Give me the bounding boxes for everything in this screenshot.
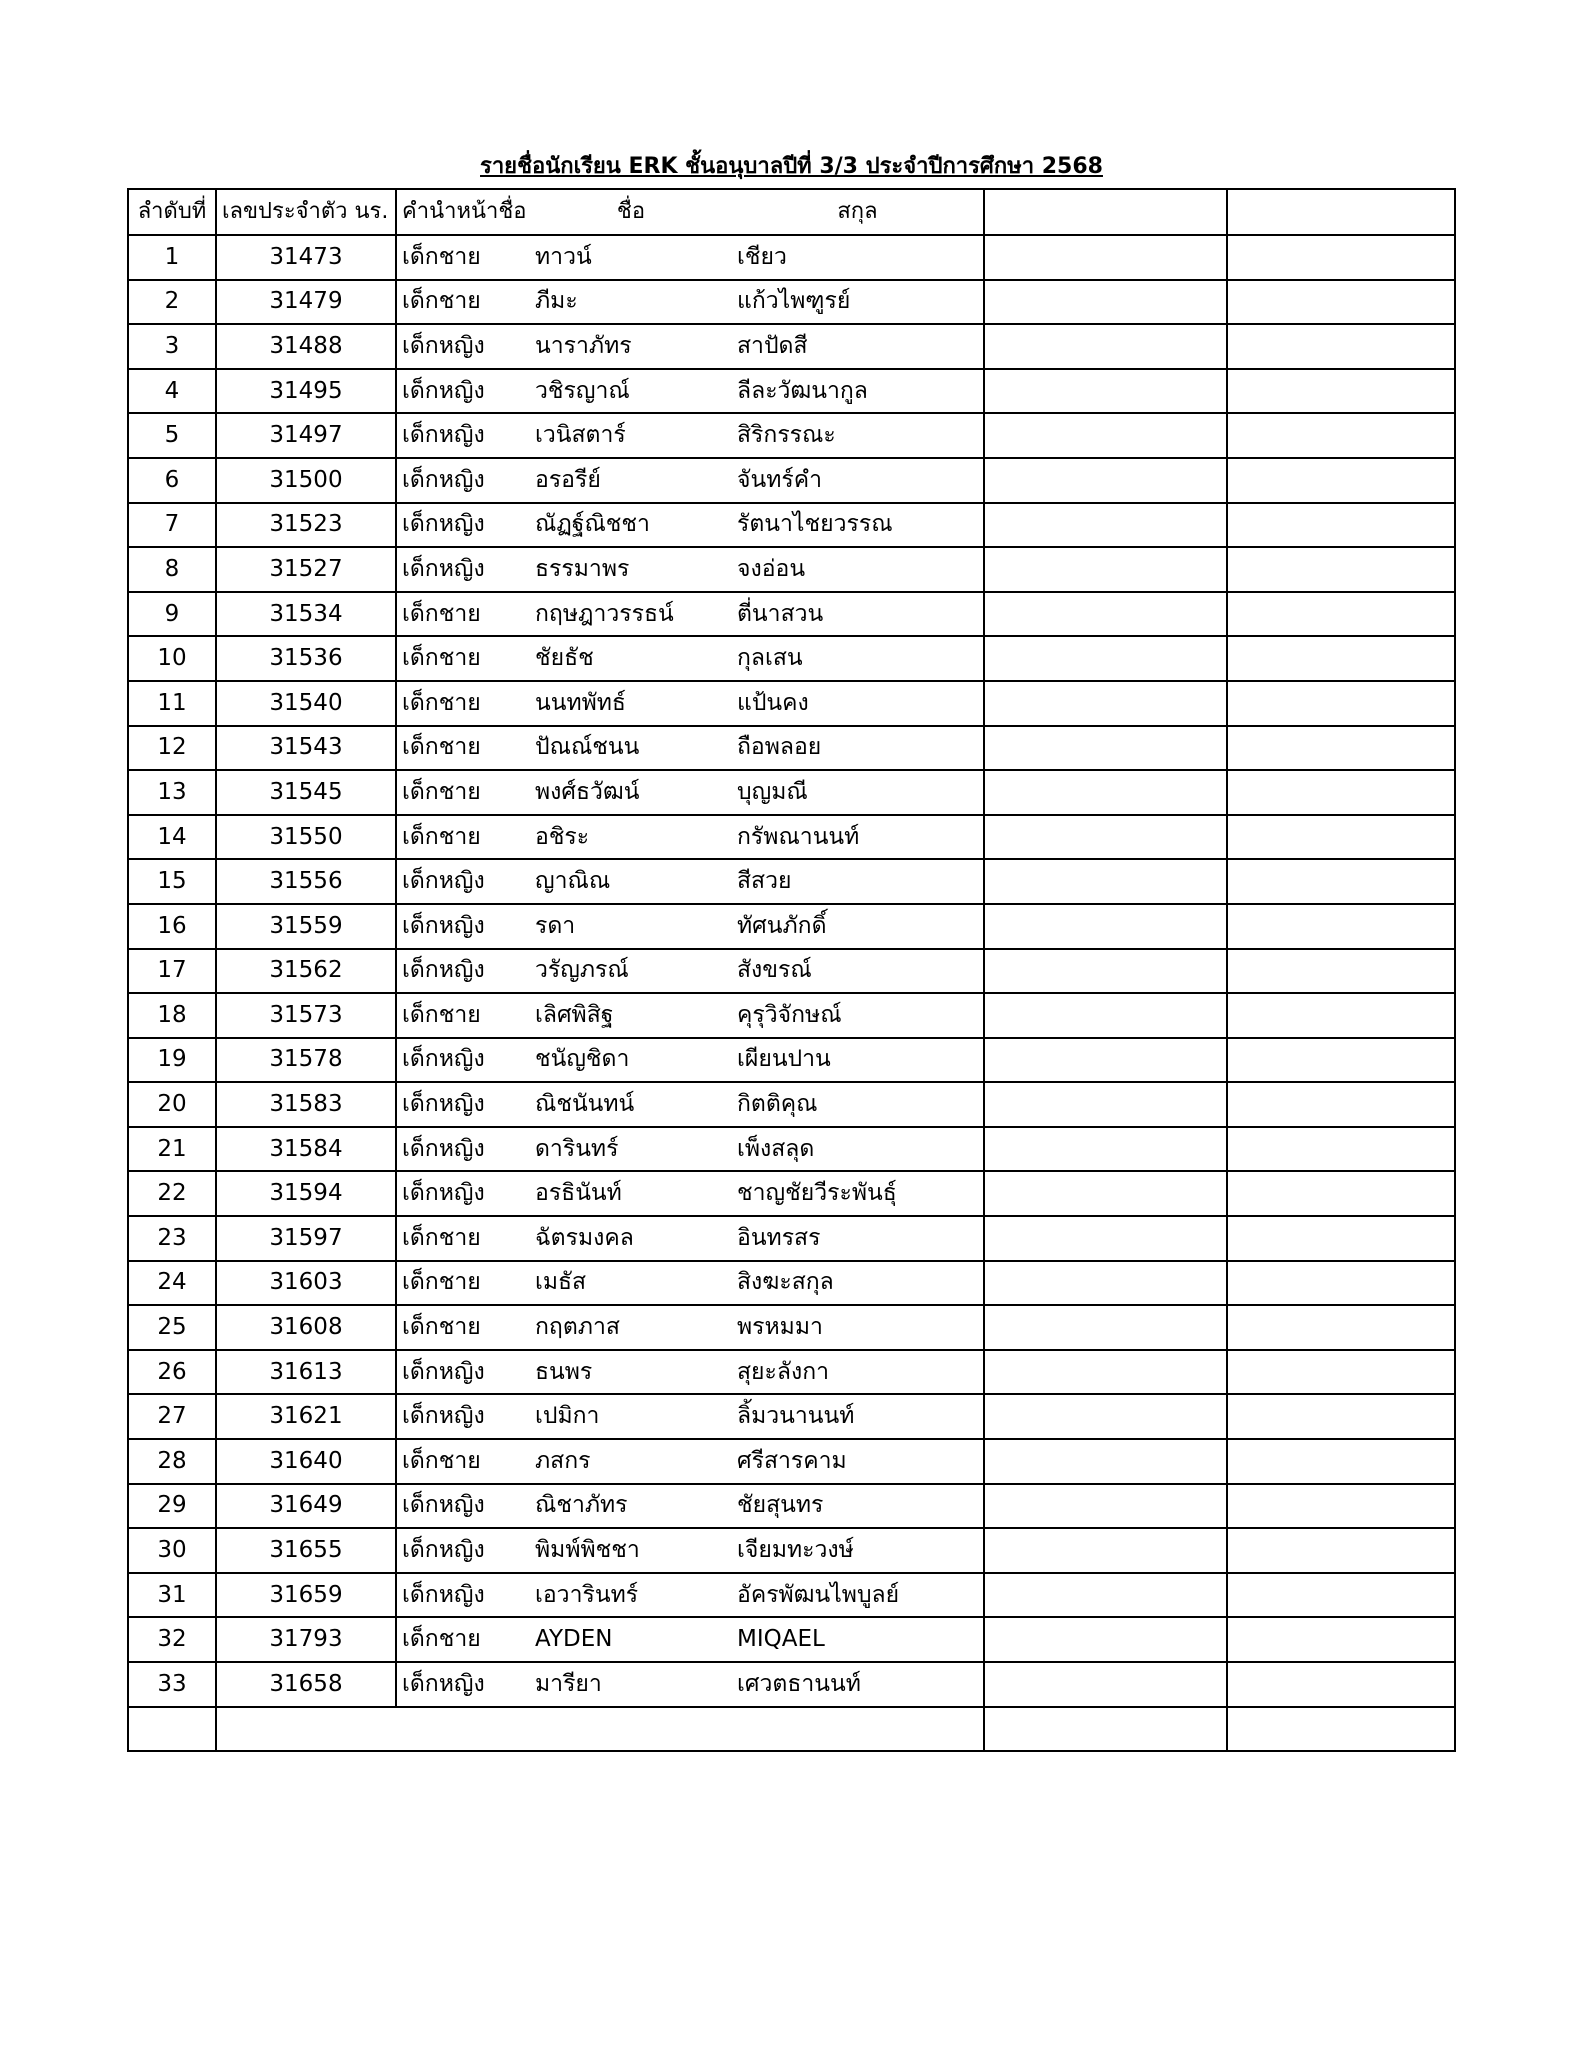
cell-prefix: เด็กชาย — [396, 592, 530, 637]
cell-extra-2 — [1227, 904, 1455, 949]
cell-prefix: เด็กหญิง — [396, 1573, 530, 1618]
cell-student-id: 31597 — [216, 1216, 396, 1261]
cell-first-name: ภสกร — [530, 1439, 732, 1484]
table-header-row — [128, 189, 1455, 235]
cell-no: 5 — [128, 413, 216, 458]
table-row — [128, 904, 1455, 949]
cell-last-name: ลิ้มวนานนท์ — [732, 1394, 984, 1439]
cell-first-name: ณิชนันทน์ — [530, 1082, 732, 1127]
cell-prefix: เด็กหญิง — [396, 369, 530, 414]
empty-cell-extra-1 — [984, 1707, 1227, 1752]
cell-no: 22 — [128, 1171, 216, 1216]
cell-extra-2 — [1227, 1617, 1455, 1662]
cell-no: 14 — [128, 815, 216, 860]
cell-first-name: วชิรญาณ์ — [530, 369, 732, 414]
table-row — [128, 681, 1455, 726]
cell-extra-1 — [984, 770, 1227, 815]
cell-extra-2 — [1227, 770, 1455, 815]
header-id: เลขประจำตัว นร. — [216, 189, 396, 235]
cell-first-name: ดารินทร์ — [530, 1127, 732, 1172]
page-title: รายชื่อนักเรียน ERK ชั้นอนุบาลปีที่ 3/3 ประจำปีการศึกษา 2568 — [480, 154, 1103, 179]
cell-extra-2 — [1227, 949, 1455, 994]
cell-first-name: พงศ์ธวัฒน์ — [530, 770, 732, 815]
table-row — [128, 369, 1455, 414]
cell-no: 3 — [128, 324, 216, 369]
cell-extra-2 — [1227, 1305, 1455, 1350]
cell-student-id: 31540 — [216, 681, 396, 726]
table-row — [128, 636, 1455, 681]
cell-no: 19 — [128, 1038, 216, 1083]
table-row — [128, 1305, 1455, 1350]
cell-last-name: สุยะลังกา — [732, 1350, 984, 1395]
cell-first-name: รดา — [530, 904, 732, 949]
cell-first-name: ภีมะ — [530, 280, 732, 325]
cell-first-name: ณิชาภัทร — [530, 1484, 732, 1529]
cell-extra-1 — [984, 1484, 1227, 1529]
cell-prefix: เด็กชาย — [396, 280, 530, 325]
table-row — [128, 1439, 1455, 1484]
cell-extra-1 — [984, 592, 1227, 637]
cell-last-name: จงอ่อน — [732, 547, 984, 592]
cell-extra-1 — [984, 1394, 1227, 1439]
table-row — [128, 324, 1455, 369]
cell-extra-1 — [984, 235, 1227, 280]
cell-student-id: 31534 — [216, 592, 396, 637]
cell-last-name: ชาญชัยวีระพันธุ์ — [732, 1171, 984, 1216]
cell-no: 32 — [128, 1617, 216, 1662]
cell-extra-1 — [984, 413, 1227, 458]
cell-no: 13 — [128, 770, 216, 815]
cell-last-name: เผียนปาน — [732, 1038, 984, 1083]
cell-extra-1 — [984, 1038, 1227, 1083]
cell-no: 25 — [128, 1305, 216, 1350]
table-row — [128, 770, 1455, 815]
cell-no: 23 — [128, 1216, 216, 1261]
cell-student-id: 31545 — [216, 770, 396, 815]
cell-last-name: MIQAEL — [732, 1617, 984, 1662]
cell-prefix: เด็กชาย — [396, 815, 530, 860]
cell-no: 27 — [128, 1394, 216, 1439]
table-row — [128, 1617, 1455, 1662]
cell-last-name: แป้นคง — [732, 681, 984, 726]
empty-cell-extra-2 — [1227, 1707, 1455, 1752]
cell-no: 15 — [128, 859, 216, 904]
cell-student-id: 31658 — [216, 1662, 396, 1707]
cell-extra-2 — [1227, 1439, 1455, 1484]
cell-extra-1 — [984, 1439, 1227, 1484]
cell-extra-1 — [984, 1127, 1227, 1172]
cell-first-name: กฤษฎาวรรธน์ — [530, 592, 732, 637]
cell-no: 24 — [128, 1261, 216, 1306]
cell-no: 7 — [128, 503, 216, 548]
cell-extra-1 — [984, 1573, 1227, 1618]
header-extra-1 — [984, 189, 1227, 235]
cell-last-name: อินทรสร — [732, 1216, 984, 1261]
cell-prefix: เด็กหญิง — [396, 859, 530, 904]
cell-extra-2 — [1227, 592, 1455, 637]
cell-student-id: 31578 — [216, 1038, 396, 1083]
cell-prefix: เด็กหญิง — [396, 1662, 530, 1707]
header-last-name: สกุล — [732, 189, 984, 235]
cell-last-name: สิงฆะสกุล — [732, 1261, 984, 1306]
cell-student-id: 31594 — [216, 1171, 396, 1216]
table-row — [128, 280, 1455, 325]
cell-no: 21 — [128, 1127, 216, 1172]
cell-extra-2 — [1227, 458, 1455, 503]
header-prefix: คำนำหน้าชื่อ — [396, 189, 530, 235]
cell-student-id: 31488 — [216, 324, 396, 369]
cell-extra-2 — [1227, 503, 1455, 548]
cell-first-name: อรอรีย์ — [530, 458, 732, 503]
cell-last-name: เศวตธานนท์ — [732, 1662, 984, 1707]
cell-prefix: เด็กชาย — [396, 636, 530, 681]
table-row — [128, 1127, 1455, 1172]
cell-extra-2 — [1227, 1082, 1455, 1127]
cell-prefix: เด็กชาย — [396, 681, 530, 726]
header-first-name: ชื่อ — [530, 189, 732, 235]
cell-extra-2 — [1227, 1127, 1455, 1172]
cell-extra-2 — [1227, 636, 1455, 681]
cell-first-name: นนทพัทธ์ — [530, 681, 732, 726]
table-row — [128, 1528, 1455, 1573]
cell-prefix: เด็กหญิง — [396, 1082, 530, 1127]
cell-extra-2 — [1227, 1216, 1455, 1261]
cell-extra-2 — [1227, 726, 1455, 771]
cell-extra-1 — [984, 1350, 1227, 1395]
cell-no: 17 — [128, 949, 216, 994]
cell-student-id: 31550 — [216, 815, 396, 860]
cell-prefix: เด็กชาย — [396, 1439, 530, 1484]
cell-extra-2 — [1227, 413, 1455, 458]
cell-student-id: 31527 — [216, 547, 396, 592]
cell-no: 26 — [128, 1350, 216, 1395]
cell-student-id: 31608 — [216, 1305, 396, 1350]
cell-extra-1 — [984, 369, 1227, 414]
table-row — [128, 1394, 1455, 1439]
cell-no: 9 — [128, 592, 216, 637]
cell-student-id: 31640 — [216, 1439, 396, 1484]
cell-student-id: 31523 — [216, 503, 396, 548]
cell-no: 6 — [128, 458, 216, 503]
cell-extra-1 — [984, 993, 1227, 1038]
cell-first-name: ธนพร — [530, 1350, 732, 1395]
cell-prefix: เด็กหญิง — [396, 949, 530, 994]
cell-first-name: กฤตภาส — [530, 1305, 732, 1350]
table-row — [128, 1350, 1455, 1395]
cell-extra-2 — [1227, 1171, 1455, 1216]
empty-cell-details — [216, 1707, 984, 1752]
cell-student-id: 31655 — [216, 1528, 396, 1573]
cell-student-id: 31603 — [216, 1261, 396, 1306]
table-row — [128, 458, 1455, 503]
cell-prefix: เด็กหญิง — [396, 503, 530, 548]
cell-extra-1 — [984, 636, 1227, 681]
table-row — [128, 413, 1455, 458]
cell-last-name: ลีละวัฒนากูล — [732, 369, 984, 414]
cell-last-name: ถือพลอย — [732, 726, 984, 771]
cell-extra-2 — [1227, 1261, 1455, 1306]
cell-extra-2 — [1227, 1350, 1455, 1395]
cell-prefix: เด็กชาย — [396, 770, 530, 815]
cell-last-name: จันทร์คำ — [732, 458, 984, 503]
cell-extra-2 — [1227, 1528, 1455, 1573]
cell-first-name: เลิศพิสิฐ — [530, 993, 732, 1038]
cell-prefix: เด็กหญิง — [396, 1171, 530, 1216]
cell-first-name: อรธินันท์ — [530, 1171, 732, 1216]
cell-prefix: เด็กชาย — [396, 235, 530, 280]
cell-student-id: 31573 — [216, 993, 396, 1038]
cell-student-id: 31793 — [216, 1617, 396, 1662]
cell-student-id: 31562 — [216, 949, 396, 994]
cell-no: 20 — [128, 1082, 216, 1127]
table-row — [128, 1216, 1455, 1261]
cell-student-id: 31559 — [216, 904, 396, 949]
cell-no: 16 — [128, 904, 216, 949]
cell-first-name: ญาณิณ — [530, 859, 732, 904]
cell-no: 4 — [128, 369, 216, 414]
cell-no: 10 — [128, 636, 216, 681]
table-row — [128, 1662, 1455, 1707]
cell-extra-2 — [1227, 815, 1455, 860]
cell-extra-1 — [984, 1662, 1227, 1707]
cell-last-name: สิริกรรณะ — [732, 413, 984, 458]
cell-first-name: ฉัตรมงคล — [530, 1216, 732, 1261]
cell-prefix: เด็กหญิง — [396, 458, 530, 503]
cell-last-name: เพ็งสลุด — [732, 1127, 984, 1172]
cell-student-id: 31584 — [216, 1127, 396, 1172]
cell-first-name: เปมิกา — [530, 1394, 732, 1439]
cell-extra-1 — [984, 726, 1227, 771]
cell-no: 30 — [128, 1528, 216, 1573]
cell-prefix: เด็กชาย — [396, 1261, 530, 1306]
table-row — [128, 235, 1455, 280]
cell-prefix: เด็กหญิง — [396, 904, 530, 949]
cell-student-id: 31473 — [216, 235, 396, 280]
cell-first-name: เอวารินทร์ — [530, 1573, 732, 1618]
cell-prefix: เด็กหญิง — [396, 1038, 530, 1083]
cell-last-name: เจียมทะวงษ์ — [732, 1528, 984, 1573]
cell-extra-1 — [984, 815, 1227, 860]
empty-cell-no — [128, 1707, 216, 1752]
cell-student-id: 31495 — [216, 369, 396, 414]
cell-last-name: รัตนาไชยวรรณ — [732, 503, 984, 548]
cell-prefix: เด็กชาย — [396, 1305, 530, 1350]
cell-extra-1 — [984, 859, 1227, 904]
cell-first-name: AYDEN — [530, 1617, 732, 1662]
cell-extra-1 — [984, 904, 1227, 949]
cell-prefix: เด็กหญิง — [396, 1394, 530, 1439]
cell-first-name: เวนิสตาร์ — [530, 413, 732, 458]
table-row — [128, 993, 1455, 1038]
cell-last-name: สีสวย — [732, 859, 984, 904]
cell-first-name: วรัญภรณ์ — [530, 949, 732, 994]
cell-no: 33 — [128, 1662, 216, 1707]
cell-student-id: 31497 — [216, 413, 396, 458]
cell-extra-2 — [1227, 1662, 1455, 1707]
table-row — [128, 503, 1455, 548]
cell-last-name: สาปัดสี — [732, 324, 984, 369]
cell-prefix: เด็กหญิง — [396, 1350, 530, 1395]
table-row — [128, 815, 1455, 860]
cell-extra-2 — [1227, 681, 1455, 726]
cell-prefix: เด็กชาย — [396, 993, 530, 1038]
cell-student-id: 31649 — [216, 1484, 396, 1529]
cell-student-id: 31613 — [216, 1350, 396, 1395]
cell-no: 8 — [128, 547, 216, 592]
cell-last-name: แก้วไพฑูรย์ — [732, 280, 984, 325]
cell-first-name: ชัยธัช — [530, 636, 732, 681]
cell-extra-1 — [984, 681, 1227, 726]
cell-prefix: เด็กชาย — [396, 1216, 530, 1261]
cell-extra-1 — [984, 949, 1227, 994]
cell-no: 28 — [128, 1439, 216, 1484]
cell-prefix: เด็กชาย — [396, 726, 530, 771]
table-row — [128, 1261, 1455, 1306]
cell-student-id: 31479 — [216, 280, 396, 325]
cell-prefix: เด็กหญิง — [396, 1127, 530, 1172]
cell-first-name: ชนัญชิดา — [530, 1038, 732, 1083]
student-roster-table — [127, 188, 1456, 1752]
cell-last-name: ตี่นาสวน — [732, 592, 984, 637]
cell-extra-2 — [1227, 369, 1455, 414]
cell-extra-2 — [1227, 1038, 1455, 1083]
cell-extra-2 — [1227, 993, 1455, 1038]
cell-no: 18 — [128, 993, 216, 1038]
cell-first-name: ณัฏฐ์ณิชชา — [530, 503, 732, 548]
table-row — [128, 1082, 1455, 1127]
cell-first-name: อชิระ — [530, 815, 732, 860]
table-row — [128, 592, 1455, 637]
cell-last-name: คุรุวิจักษณ์ — [732, 993, 984, 1038]
cell-last-name: บุญมณี — [732, 770, 984, 815]
header-no: ลำดับที่ — [128, 189, 216, 235]
cell-no: 29 — [128, 1484, 216, 1529]
cell-first-name: มารียา — [530, 1662, 732, 1707]
cell-no: 11 — [128, 681, 216, 726]
cell-student-id: 31536 — [216, 636, 396, 681]
cell-student-id: 31543 — [216, 726, 396, 771]
cell-extra-1 — [984, 1528, 1227, 1573]
cell-prefix: เด็กหญิง — [396, 413, 530, 458]
table-row — [128, 1038, 1455, 1083]
cell-last-name: กรัพณานนท์ — [732, 815, 984, 860]
cell-prefix: เด็กหญิง — [396, 324, 530, 369]
cell-extra-2 — [1227, 859, 1455, 904]
cell-prefix: เด็กชาย — [396, 1617, 530, 1662]
cell-last-name: เชียว — [732, 235, 984, 280]
cell-extra-1 — [984, 503, 1227, 548]
cell-extra-1 — [984, 1305, 1227, 1350]
cell-last-name: อัครพัฒนไพบูลย์ — [732, 1573, 984, 1618]
cell-last-name: สังขรณ์ — [732, 949, 984, 994]
cell-extra-1 — [984, 1171, 1227, 1216]
cell-student-id: 31556 — [216, 859, 396, 904]
cell-first-name: เมธัส — [530, 1261, 732, 1306]
cell-last-name: กิตติคุณ — [732, 1082, 984, 1127]
cell-extra-2 — [1227, 1484, 1455, 1529]
cell-extra-1 — [984, 324, 1227, 369]
cell-extra-2 — [1227, 1573, 1455, 1618]
cell-extra-1 — [984, 1216, 1227, 1261]
cell-no: 12 — [128, 726, 216, 771]
cell-extra-2 — [1227, 280, 1455, 325]
cell-extra-1 — [984, 1261, 1227, 1306]
cell-last-name: กุลเสน — [732, 636, 984, 681]
cell-last-name: ชัยสุนทร — [732, 1484, 984, 1529]
empty-row — [128, 1707, 1455, 1752]
cell-no: 2 — [128, 280, 216, 325]
table-row — [128, 1573, 1455, 1618]
cell-last-name: ทัศนภักดิ์ — [732, 904, 984, 949]
cell-first-name: ธรรมาพร — [530, 547, 732, 592]
cell-prefix: เด็กหญิง — [396, 1484, 530, 1529]
table-row — [128, 547, 1455, 592]
cell-extra-2 — [1227, 235, 1455, 280]
table-row — [128, 949, 1455, 994]
cell-last-name: ศรีสารคาม — [732, 1439, 984, 1484]
cell-student-id: 31583 — [216, 1082, 396, 1127]
cell-extra-1 — [984, 280, 1227, 325]
table-row — [128, 859, 1455, 904]
table-row — [128, 1484, 1455, 1529]
cell-extra-2 — [1227, 1394, 1455, 1439]
cell-extra-1 — [984, 458, 1227, 503]
cell-extra-2 — [1227, 324, 1455, 369]
cell-prefix: เด็กหญิง — [396, 547, 530, 592]
table-row — [128, 1171, 1455, 1216]
cell-no: 1 — [128, 235, 216, 280]
cell-student-id: 31659 — [216, 1573, 396, 1618]
cell-extra-1 — [984, 547, 1227, 592]
header-extra-2 — [1227, 189, 1455, 235]
cell-prefix: เด็กหญิง — [396, 1528, 530, 1573]
cell-student-id: 31500 — [216, 458, 396, 503]
cell-extra-1 — [984, 1617, 1227, 1662]
cell-first-name: นาราภัทร — [530, 324, 732, 369]
table-row — [128, 726, 1455, 771]
cell-first-name: ทาวน์ — [530, 235, 732, 280]
cell-extra-2 — [1227, 547, 1455, 592]
cell-no: 31 — [128, 1573, 216, 1618]
cell-extra-1 — [984, 1082, 1227, 1127]
cell-last-name: พรหมมา — [732, 1305, 984, 1350]
cell-first-name: ปัณณ์ชนน — [530, 726, 732, 771]
cell-student-id: 31621 — [216, 1394, 396, 1439]
cell-first-name: พิมพ์พิชชา — [530, 1528, 732, 1573]
